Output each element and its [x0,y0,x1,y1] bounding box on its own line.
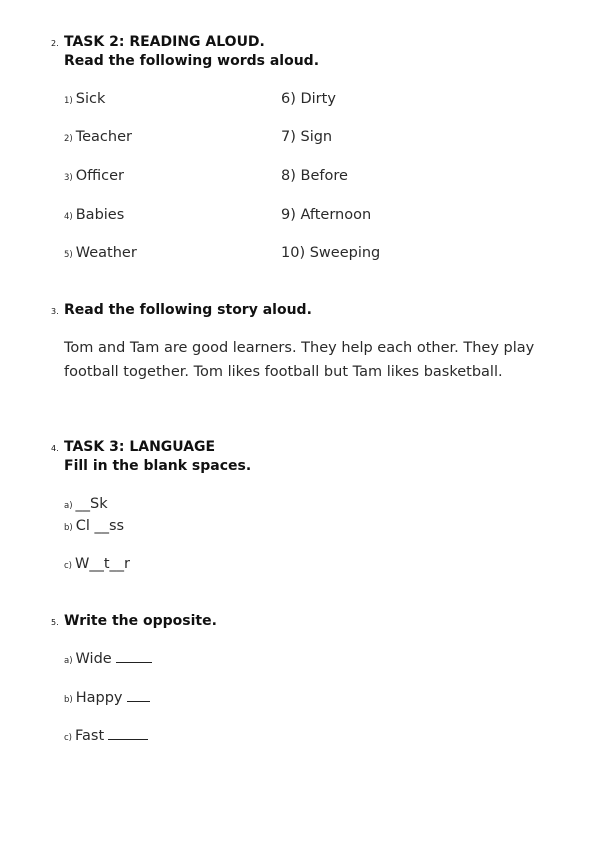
section-4-number: 4. [51,444,59,453]
answer-blank[interactable] [116,661,152,663]
answer-blank[interactable] [108,738,148,740]
story-title: Read the following story aloud. [64,302,312,318]
fill-item-letter: c) [64,561,72,571]
opposite-item-a [64,651,152,667]
opposite-item-word: Happy [75,690,123,706]
fill-item-letter: b) [64,523,73,533]
word-item-text: Weather [75,245,137,261]
word-item-7: 7) Sign [281,129,333,145]
word-item-6: 6) Dirty [281,91,336,107]
fill-item-a [64,496,108,512]
word-item-number: 1) [64,96,73,106]
word-item-text: Babies [75,207,125,223]
fill-item-text: W__t__r [75,556,130,572]
section-5-number: 5. [51,618,59,627]
story-paragraph: Tom and Tam are good learners. They help each other. They play football together. Tom likes football but Tam likes basketball. [64,340,535,380]
fill-item-text: Cl __ss [75,518,125,534]
word-item-3 [64,168,124,184]
word-item-1 [64,91,105,107]
opposite-item-letter: b) [64,695,73,705]
opposite-item-word: Fast [75,728,105,744]
word-item-8: 8) Before [281,168,348,184]
word-item-number: 4) [64,212,73,222]
opposite-item-c [64,728,148,744]
task3-title: TASK 3: LANGUAGE [64,439,216,455]
word-item-4 [64,207,124,223]
opposite-title: Write the opposite. [64,613,217,629]
word-item-number: 2) [64,134,73,144]
answer-blank[interactable] [127,700,150,702]
task3-subtitle: Fill in the blank spaces. [64,458,252,474]
word-item-10: 10) Sweeping [281,245,381,261]
opposite-item-letter: c) [64,733,72,743]
word-item-5 [64,245,137,261]
word-item-text: Teacher [75,129,132,145]
word-item-text: Sick [75,91,106,107]
task2-subtitle: Read the following words aloud. [64,53,320,69]
opposite-item-letter: a) [64,656,73,666]
section-3-number: 3. [51,307,59,316]
task2-title: TASK 2: READING ALOUD. [64,34,265,50]
opposite-item-word: Wide [75,651,112,667]
fill-item-b [64,518,124,534]
fill-item-c [64,556,130,572]
fill-item-letter: a) [64,501,73,511]
section-2-number: 2. [51,39,59,48]
word-item-number: 3) [64,173,73,183]
word-item-2 [64,129,132,145]
word-item-9: 9) Afternoon [281,207,372,223]
fill-item-text: __Sk [75,496,108,512]
word-item-text: Officer [75,168,125,184]
opposite-item-b [64,690,150,706]
word-item-number: 5) [64,250,73,260]
